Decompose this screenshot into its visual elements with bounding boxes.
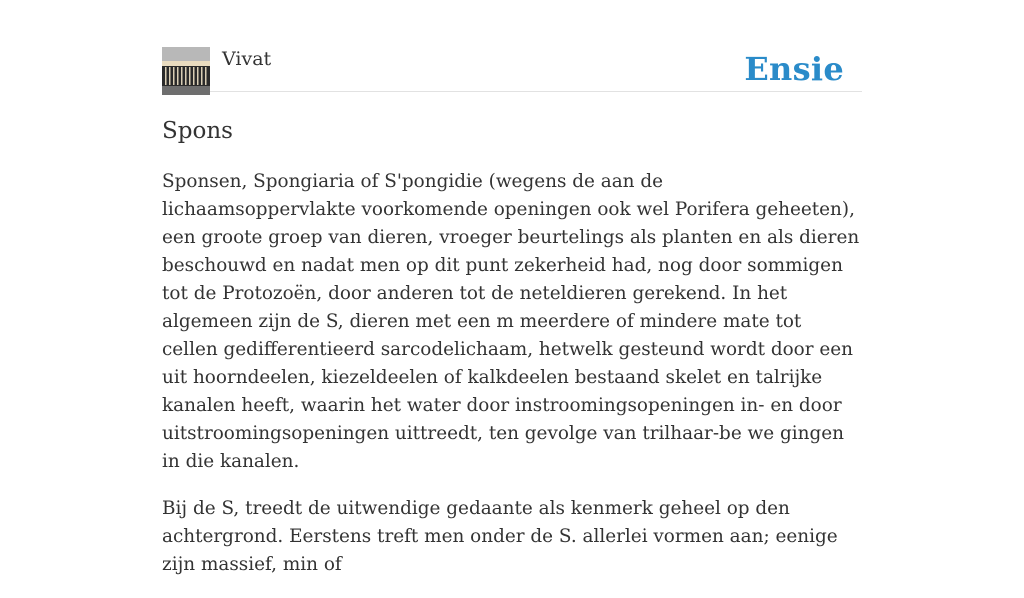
book-spines-avatar-icon: [162, 47, 210, 95]
brand-logo[interactable]: Ensie: [744, 50, 844, 88]
article-paragraph: Bij de S, treedt de uitwendige gedaante als kenmerk geheel op den achtergrond. Eerstens treft men onder de S. allerlei vormen aan; eenige zijn massief, min of: [162, 498, 838, 575]
avatar[interactable]: [162, 47, 210, 95]
article-paragraph: Sponsen, Spongiaria of S'pongidie (wegens de aan de lichaamsoppervlakte voorkomende openingen ook wel Porifera geheeten), een groote groep van dieren, vroeger beurtelings als planten en als dieren beschouwd en nadat men op dit punt zekerheid had, nog door sommigen tot de Protozoën, door anderen tot de neteldieren gerekend. In het algemeen zijn de S, dieren met een m meerdere of mindere mate tot cellen gedifferentieerd sarcodelichaam, hetwelk gesteund wordt door een uit hoorndeelen, kiezeldeelen of kalkdeelen bestaand skelet en talrijke kanalen heeft, waarin het water door instroomingsopeningen in- en door uitstroomingsopeningen uittreedt, ten gevolge van trilhaar-be we gingen in die kanalen.: [162, 171, 860, 472]
page-title: Spons: [162, 118, 233, 144]
article-body: [162, 168, 862, 598]
header: [162, 47, 862, 92]
author-name[interactable]: Vivat: [222, 48, 272, 70]
